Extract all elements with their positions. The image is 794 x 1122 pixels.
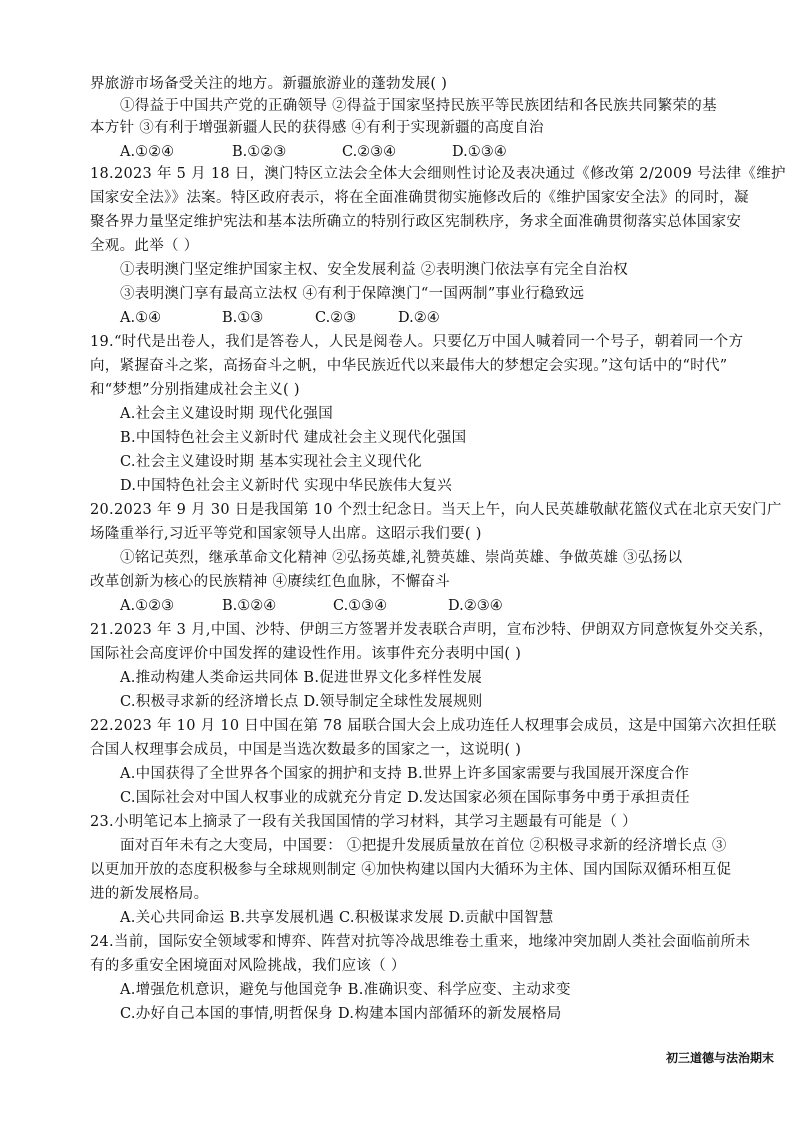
q21-options-a-b: A.推动构建人类命运共同体 B.促进世界文化多样性发展 bbox=[120, 670, 483, 686]
q24-stem: 24.当前，国际安全领域零和博弈、阵营对抗等冷战思维卷土重来，地缘冲突加剧人类社会面临前所未 bbox=[90, 934, 751, 950]
q19-option-d: D.中国特色社会主义新时代 实现中华民族伟大复兴 bbox=[120, 478, 453, 494]
q23-material-line2: 以更加开放的态度积极参与全球规则制定 ④加快构建以国内大循环为主体、国内国际双循环相互促 bbox=[90, 862, 732, 878]
q18-stem: 18.2023 年 5 月 18 日，澳门特区立法会全体大会细则性讨论及表决通过《修改第 2/2009 号法律《维护 bbox=[90, 166, 786, 182]
q18-option-d: D.②④ bbox=[398, 310, 440, 326]
q20-stem-line2: 场隆重举行,习近平等党和国家领导人出席。这昭示我们要( ) bbox=[90, 526, 482, 542]
q20-option-b: B.①②④ bbox=[222, 598, 277, 614]
q20-statement-3-4: 改革创新为核心的民族精神 ④赓续红色血脉，不懈奋斗 bbox=[90, 574, 451, 590]
q22-options-a-b: A.中国获得了全世界各个国家的拥护和支持 B.世界上许多国家需要与我国展开深度合作 bbox=[120, 766, 690, 782]
q19-stem: 19.“时代是出卷人，我们是答卷人，人民是阅卷人。只要亿万中国人喊着同一个号子，朝着同一个方 bbox=[90, 334, 744, 350]
q18-option-a: A.①④ bbox=[120, 310, 162, 326]
q24-stem-line2: 有的多重安全困境面对风险挑战，我们应该（ ） bbox=[90, 958, 406, 974]
q17-option-b: B.①②③ bbox=[232, 144, 287, 160]
q19-option-b: B.中国特色社会主义新时代 建成社会主义现代化强国 bbox=[120, 430, 467, 446]
q23-material-line3: 进的新发展格局。 bbox=[90, 886, 209, 902]
q18-statement-1-2: ①表明澳门坚定维护国家主权、安全发展利益 ②表明澳门依法享有完全自治权 bbox=[120, 262, 629, 278]
q23-material-line1: 面对百年未有之大变局，中国要： ①把提升发展质量放在首位 ②积极寻求新的经济增长点 ③ bbox=[120, 838, 727, 854]
q22-stem: 22.2023 年 10 月 10 日中国在第 78 届联合国大会上成功连任人权理事会成员，这是中国第六次担任联 bbox=[90, 718, 777, 734]
q18-stem-line2: 国家安全法》》法案。特区政府表示，将在全面准确贯彻实施修改后的《维护国家安全法》的同时，凝 bbox=[90, 190, 749, 206]
q21-stem: 21.2023 年 3 月,中国、沙特、伊朗三方签署并发表联合声明，宣布沙特、伊朗双方同意恢复外交关系， bbox=[90, 622, 774, 638]
q17-statement-1-2: ①得益于中国共产党的正确领导 ②得益于国家坚持民族平等民族团结和各民族共同繁荣的基 bbox=[120, 98, 717, 114]
q17-statement-3-4: 本方针 ③有利于增强新疆人民的获得感 ④有利于实现新疆的高度自治 bbox=[90, 120, 544, 136]
q17-option-c: C.②③④ bbox=[342, 144, 397, 160]
q18-option-c: C.②③ bbox=[315, 310, 357, 326]
q19-stem-line2: 向，紧握奋斗之桨，高扬奋斗之帆，中华民族近代以来最伟大的梦想定会实现。”这句话中的“时代” bbox=[90, 358, 728, 374]
q18-option-b: B.①③ bbox=[222, 310, 264, 326]
q18-statement-3-4: ③表明澳门享有最高立法权 ④有利于保障澳门“一国两制”事业行稳致远 bbox=[120, 286, 585, 302]
q17-option-d: D.①③④ bbox=[452, 144, 507, 160]
q19-option-c: C.社会主义建设时期 基本实现社会主义现代化 bbox=[120, 454, 422, 470]
q17-stem-end: 界旅游市场备受关注的地方。新疆旅游业的蓬勃发展( ) bbox=[90, 76, 448, 92]
q20-option-a: A.①②③ bbox=[120, 598, 175, 614]
q21-stem-line2: 国际社会高度评价中国发挥的建设性作用。该事件充分表明中国( ) bbox=[90, 646, 522, 662]
q20-stem: 20.2023 年 9 月 30 日是我国第 10 个烈士纪念日。当天上午，向人民英雄敬献花篮仪式在北京天安门广 bbox=[90, 502, 782, 518]
q18-stem-line3: 聚各界力量坚定维护宪法和基本法所确立的特别行政区宪制秩序，务求全面准确贯彻落实总体国家安 bbox=[90, 214, 742, 230]
q20-option-d: D.②③④ bbox=[448, 598, 503, 614]
q23-options: A.关心共同命运 B.共享发展机遇 C.积极谋求发展 D.贡献中国智慧 bbox=[120, 910, 554, 926]
q24-options-c-d: C.办好自己本国的事情,明哲保身 D.构建本国内部循环的新发展格局 bbox=[120, 1006, 562, 1022]
q20-option-c: C.①③④ bbox=[333, 598, 388, 614]
q20-statement-1-3: ①铭记英烈，继承革命文化精神 ②弘扬英雄,礼赞英雄、崇尚英雄、争做英雄 ③弘扬以 bbox=[120, 550, 683, 566]
page-footer: 初三道德与法治期末 bbox=[666, 1051, 775, 1065]
q22-options-c-d: C.国际社会对中国人权事业的成就充分肯定 D.发达国家必须在国际事务中勇于承担责任 bbox=[120, 790, 690, 806]
q19-option-a: A.社会主义建设时期 现代化强国 bbox=[120, 406, 333, 422]
q17-option-a: A.①②④ bbox=[120, 144, 175, 160]
q22-stem-line2: 合国人权理事会成员，中国是当选次数最多的国家之一，这说明( ) bbox=[90, 742, 522, 758]
q21-options-c-d: C.积极寻求新的经济增长点 D.领导制定全球性发展规则 bbox=[120, 694, 483, 710]
q18-stem-line4: 全观。此举（ ） bbox=[90, 238, 199, 254]
q23-stem: 23.小明笔记本上摘录了一段有关我国国情的学习材料，其学习主题最有可能是（ ） bbox=[90, 814, 637, 830]
q19-stem-line3: 和“梦想”分别指建成社会主义( ) bbox=[90, 382, 300, 398]
q24-options-a-b: A.增强危机意识，避免与他国竞争 B.准确识变、科学应变、主动求变 bbox=[120, 982, 571, 998]
